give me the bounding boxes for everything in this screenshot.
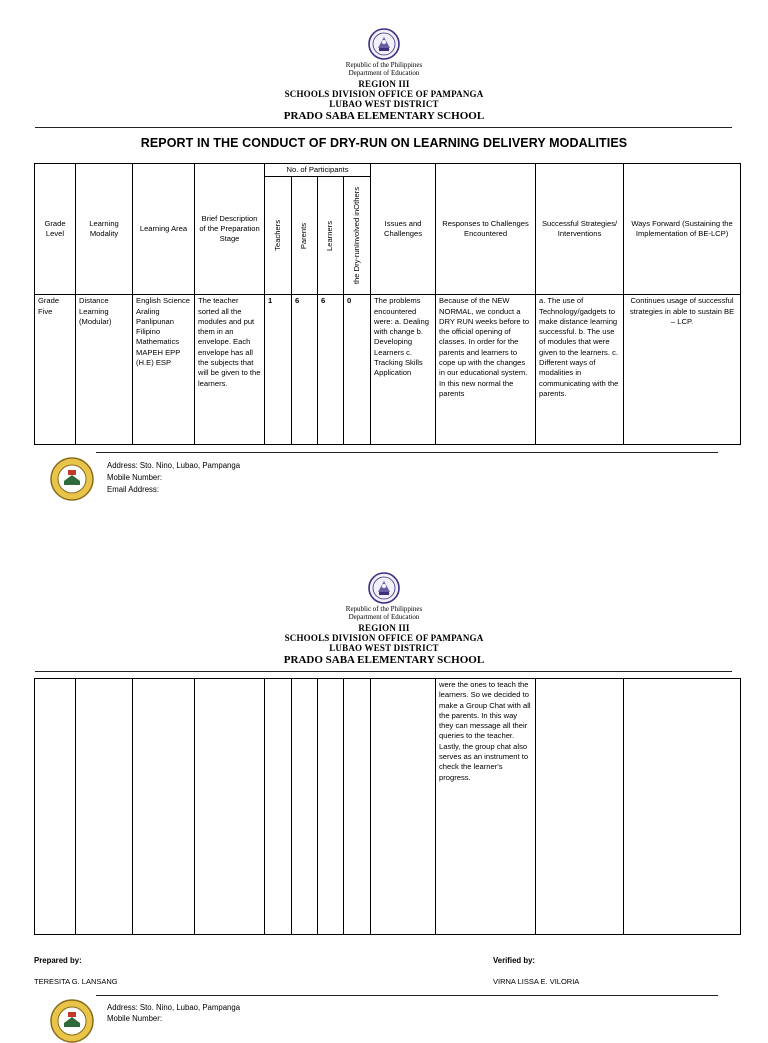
cell-empty	[344, 679, 371, 935]
header-participants: No. of Participants	[265, 164, 371, 177]
district-label: LUBAO WEST DISTRICT	[329, 99, 439, 109]
republic-label: Republic of the Philippines	[345, 61, 423, 69]
header-learning-area: Learning Area	[133, 164, 195, 295]
cell-responses-continued: were the ones to teach the learners. So we decided to make a Group Chat with all the parents. In this way they can message all their queries to the teacher. Lastly, the group chat also serves as an instrument to check the learner's progress.	[436, 679, 536, 935]
footer-divider	[96, 995, 718, 996]
cell-learners: 6	[318, 295, 344, 445]
report-table-continued	[34, 678, 741, 935]
cell-teachers: 1	[265, 295, 292, 445]
cell-empty	[265, 679, 292, 935]
header-divider	[35, 127, 732, 128]
department-label: Department of Education	[348, 613, 420, 621]
cell-empty	[292, 679, 318, 935]
cell-empty	[195, 679, 265, 935]
footer-email: Email Address:	[107, 485, 160, 494]
report-table	[34, 163, 741, 445]
cell-responses: Because of the NEW NORMAL, we conduct a DRY RUN weeks before to the official opening of classes. In order for the parents and learners to cope up with the changes in our educational system. In this new normal the parents	[436, 295, 536, 445]
school-name: PRADO SABA ELEMENTARY SCHOOL	[283, 110, 485, 122]
verified-by-name: VIRNA LISSA E. VILORIA	[493, 977, 580, 986]
cell-learning-area: English Science Araling Panlipunan Filipino Mathematics MAPEH EPP (H.E) ESP	[133, 295, 195, 445]
republic-label: Republic of the Philippines	[345, 605, 423, 613]
cell-empty	[371, 679, 436, 935]
header-ways-forward: Ways Forward (Sustaining the Implementation of BE-LCP)	[624, 164, 741, 295]
cell-brief-description: The teacher sorted all the modules and put them in an envelope. Each envelope has all the subjects that will be given to the learners.	[195, 295, 265, 445]
cell-others: 0	[344, 295, 371, 445]
district-label: LUBAO WEST DISTRICT	[329, 643, 439, 653]
school-name: PRADO SABA ELEMENTARY SCHOOL	[283, 654, 485, 666]
report-title: REPORT IN THE CONDUCT OF DRY-RUN ON LEARNING DELIVERY MODALITIES	[140, 136, 628, 150]
footer-divider	[96, 452, 718, 453]
cell-learning-modality: Distance Learning (Modular)	[76, 295, 133, 445]
verified-by-label: Verified by:	[493, 956, 536, 965]
header-others: the Dry-runInvolved inOthers	[351, 187, 361, 285]
cell-grade-level: Grade Five	[35, 295, 76, 445]
region-label: REGION III	[358, 623, 410, 633]
division-label: SCHOOLS DIVISION OFFICE OF PAMPANGA	[284, 89, 484, 99]
cell-empty	[536, 679, 624, 935]
cell-empty	[624, 679, 741, 935]
header-grade-level: Grade Level	[35, 164, 76, 295]
footer-mobile: Mobile Number:	[107, 473, 163, 482]
footer-mobile: Mobile Number:	[107, 1014, 163, 1023]
footer-address: Address: Sto. Nino, Lubao, Pampanga	[107, 461, 241, 470]
cell-ways-forward: Continues usage of successful strategies in able to sustain BE – LCP.	[624, 295, 741, 445]
deped-seal-icon	[368, 572, 400, 604]
header-brief-description: Brief Description of the Preparation Stage	[195, 164, 265, 295]
prepared-by-name: TERESITA G. LANSANG	[34, 977, 118, 986]
cell-issues: The problems encountered were: a. Dealing with change b. Developing Learners c. Tracking Skills Application	[371, 295, 436, 445]
school-logo-icon	[50, 999, 94, 1043]
region-label: REGION III	[358, 79, 410, 89]
footer-address: Address: Sto. Nino, Lubao, Pampanga	[107, 1003, 241, 1012]
header-responses: Responses to Challenges Encountered	[436, 164, 536, 295]
cell-empty	[76, 679, 133, 935]
header-divider	[35, 671, 732, 672]
deped-seal-icon	[368, 28, 400, 60]
cell-strategies: a. The use of Technology/gadgets to make distance learning successful. b. The use of modules that were given to the learners. c. Different ways of modalities in communicating with the parents.	[536, 295, 624, 445]
cell-empty	[133, 679, 195, 935]
division-label: SCHOOLS DIVISION OFFICE OF PAMPANGA	[284, 633, 484, 643]
header-learning-modality: Learning Modality	[76, 164, 133, 295]
cell-empty	[35, 679, 76, 935]
cell-parents: 6	[292, 295, 318, 445]
header-teachers: Teachers	[272, 220, 282, 252]
school-logo-icon	[50, 457, 94, 501]
header-issues: Issues and Challenges	[371, 164, 436, 295]
header-learners: Learners	[325, 220, 335, 251]
header-parents: Parents	[299, 222, 309, 249]
cell-empty	[318, 679, 344, 935]
prepared-by-label: Prepared by:	[34, 956, 82, 965]
department-label: Department of Education	[348, 69, 420, 77]
header-strategies: Successful Strategies/ Interventions	[536, 164, 624, 295]
